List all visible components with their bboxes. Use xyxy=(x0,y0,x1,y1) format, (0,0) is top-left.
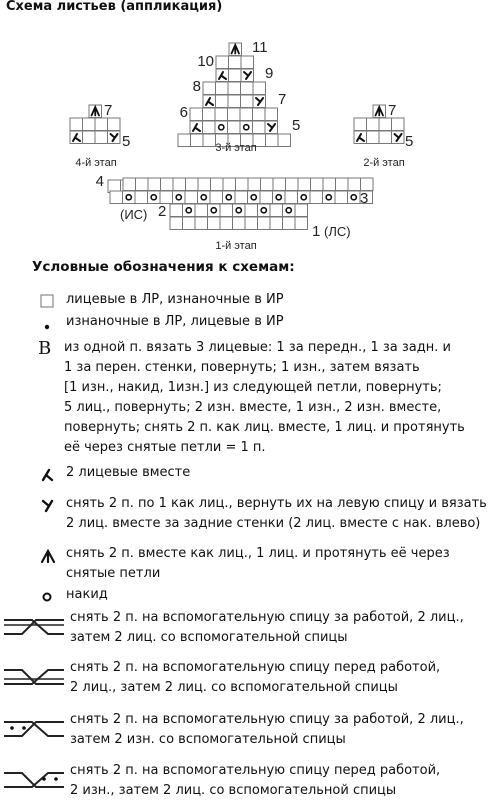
chart-cell xyxy=(245,217,258,230)
chart-label: 8 xyxy=(192,78,201,95)
chart-label: 4-й этап xyxy=(75,157,117,169)
chart-cell xyxy=(285,191,298,204)
chart-cell xyxy=(83,118,96,131)
chart-cell xyxy=(173,191,186,204)
chart-cell xyxy=(108,118,121,131)
chart-cell xyxy=(295,204,308,217)
chart-cell xyxy=(95,131,108,144)
chart-cell xyxy=(335,191,348,204)
chart-cell xyxy=(183,204,196,217)
chart-cell xyxy=(248,191,261,204)
chart-cell xyxy=(248,178,261,191)
chart-cell xyxy=(270,204,283,217)
cable-left-knit-icon xyxy=(2,666,66,688)
ssk-icon xyxy=(40,498,56,514)
chart-cell xyxy=(190,108,203,121)
chart-label: 4 xyxy=(95,173,104,190)
legend-text: 2 лицевые вместе xyxy=(66,465,191,480)
chart-cell xyxy=(323,178,336,191)
chart-cell xyxy=(215,108,228,121)
chart-cell xyxy=(233,217,246,230)
chart-cell xyxy=(241,95,254,108)
chart-cell xyxy=(392,118,405,131)
legend-text: снять 2 п. вместе как лиц., 1 лиц. и протянуть её через снятые петли xyxy=(66,546,450,581)
chart-cell xyxy=(223,191,236,204)
chart-cell xyxy=(236,178,249,191)
chart-cell xyxy=(235,191,248,204)
chart-cell xyxy=(148,191,161,204)
chart-cell xyxy=(191,134,204,147)
chart-cell xyxy=(229,69,242,82)
page-title: Схема листьев (аппликация) xyxy=(6,0,223,14)
chart-cell xyxy=(161,178,174,191)
chart-cell xyxy=(253,108,266,121)
chart-cell xyxy=(260,191,273,204)
chart-cell xyxy=(253,121,266,134)
chart-label: 11 xyxy=(252,39,268,56)
chart-cell xyxy=(228,108,241,121)
chart-cell xyxy=(123,178,136,191)
legend-text: изнаночные в ЛР, лицевые в ИР xyxy=(66,314,284,329)
chart-cell xyxy=(173,178,186,191)
chart-label: 5 xyxy=(122,133,131,150)
chart-cell xyxy=(283,217,296,230)
chart-cell xyxy=(336,178,349,191)
chart-label: 1-й этап xyxy=(215,240,257,252)
chart-cell xyxy=(354,118,367,131)
chart-label: (ИС) xyxy=(120,207,148,222)
chart-cell xyxy=(148,178,161,191)
legend-text: накид xyxy=(66,587,108,602)
chart-cell xyxy=(367,131,380,144)
chart-cell xyxy=(348,178,361,191)
chart-label: 3-й этап xyxy=(215,142,257,154)
chart-cell xyxy=(198,191,211,204)
yarn-over-icon xyxy=(40,589,56,605)
chart-label: 6 xyxy=(179,104,188,121)
chart-cell xyxy=(195,204,208,217)
chart-cell xyxy=(195,217,208,230)
chart-cell xyxy=(258,217,271,230)
chart-cell xyxy=(185,191,198,204)
letter-b-icon: B xyxy=(38,338,52,359)
chart-cell xyxy=(286,178,299,191)
chart-cell xyxy=(170,217,183,230)
legend-text: снять 2 п. на вспомогательную спицу за работой, 2 лиц., затем 2 изн. со вспомогательной спицы xyxy=(70,712,464,747)
chart-label: 7 xyxy=(278,91,287,108)
chart-cell xyxy=(273,191,286,204)
chart-cell xyxy=(298,191,311,204)
cable-right-purl-icon xyxy=(2,718,66,740)
chart-label: 3 xyxy=(360,190,369,207)
chart-cell xyxy=(183,217,196,230)
chart-cell xyxy=(228,95,241,108)
chart-label: 10 xyxy=(197,53,214,70)
chart-cell xyxy=(253,82,266,95)
chart-cell xyxy=(270,217,283,230)
chart-cell xyxy=(198,178,211,191)
chart-cell xyxy=(367,118,380,131)
chart-cell xyxy=(203,108,216,121)
chart-cell xyxy=(216,95,229,108)
chart-cell xyxy=(241,56,254,69)
chart-cell xyxy=(348,191,361,204)
chart-cell xyxy=(223,178,236,191)
chart-cell xyxy=(70,118,83,131)
chart-label: 9 xyxy=(265,65,274,82)
chart-cell xyxy=(258,204,271,217)
chart-cell xyxy=(216,82,229,95)
chart-label: 2-й этап xyxy=(363,157,405,169)
chart-cell xyxy=(273,178,286,191)
legend-text: снять 2 п. на вспомогательную спицу перед работой, 2 изн., затем 2 лиц. со вспомогательной спицы xyxy=(70,763,441,798)
chart-cell xyxy=(229,56,242,69)
empty-square-icon xyxy=(40,294,56,310)
chart-cell xyxy=(203,121,216,134)
chart-cell xyxy=(83,131,96,144)
chart-cell xyxy=(203,134,216,147)
legend-text: снять 2 п. по 1 как лиц., вернуть их на левую спицу и вязать 2 лиц. вместе за задние стенки (2 лиц. вместе с нак. влево) xyxy=(66,496,487,531)
chart-cell xyxy=(283,204,296,217)
chart-cell xyxy=(210,191,223,204)
chart-cell xyxy=(240,108,253,121)
central-double-decrease-icon xyxy=(40,548,56,564)
chart-cell xyxy=(379,131,392,144)
chart-cell xyxy=(261,178,274,191)
chart-cell xyxy=(170,204,183,217)
chart-cell xyxy=(178,134,191,147)
chart-label: 2 xyxy=(158,203,167,220)
chart-cell xyxy=(298,178,311,191)
chart-label: 7 xyxy=(104,102,113,119)
chart-cell xyxy=(233,204,246,217)
chart-cell xyxy=(208,217,221,230)
chart-cell xyxy=(95,118,108,131)
legend-text: из одной п. вязать 3 лицевые: 1 за передн., 1 за задн. и 1 за перен. стенки, повернуть; 1 изн., затем вязать [1 изн., накид, 1изн.] из следующей петли, повернуть; 5 лиц., повернуть; 2 изн. вместе, 1 изн., 2 изн. вместе, повернуть; снять 2 п. как лиц. вместе, 1 лиц. и протянуть её через снятые петли = 1 п. xyxy=(64,340,465,455)
chart-cell xyxy=(228,82,241,95)
chart-label: 5 xyxy=(292,117,301,134)
chart-label: 1 xyxy=(312,223,321,240)
legend-text: лицевые в ЛР, изнаночные в ИР xyxy=(66,292,284,307)
chart-cell xyxy=(311,178,324,191)
chart-cell xyxy=(240,121,253,134)
chart-cell xyxy=(186,178,199,191)
chart-cell xyxy=(220,204,233,217)
chart-label: 7 xyxy=(388,102,397,119)
chart-cell xyxy=(245,204,258,217)
chart-cell xyxy=(211,178,224,191)
chart-cell xyxy=(215,121,228,134)
chart-cell xyxy=(135,191,148,204)
legend-text: снять 2 п. на вспомогательную спицу перед работой, 2 лиц., затем 2 лиц. со вспомогательной спицы xyxy=(70,660,441,695)
chart-cell xyxy=(208,204,221,217)
chart-label: (ЛС) xyxy=(324,224,351,239)
chart-cell xyxy=(323,191,336,204)
cable-left-purl-icon xyxy=(2,769,66,791)
cable-right-knit-icon xyxy=(2,616,66,638)
chart-cell xyxy=(278,134,291,147)
chart-cell xyxy=(266,134,279,147)
chart-cell xyxy=(228,121,241,134)
chart-cell xyxy=(203,82,216,95)
chart-cell xyxy=(241,82,254,95)
knitting-chart xyxy=(0,30,501,265)
chart-cell xyxy=(110,191,123,204)
chart-cell xyxy=(265,108,278,121)
chart-cell xyxy=(310,191,323,204)
chart-label: 5 xyxy=(405,133,414,150)
chart-cell xyxy=(136,178,149,191)
chart-cell xyxy=(160,191,173,204)
chart-cell xyxy=(295,217,308,230)
k2tog-icon xyxy=(40,467,56,483)
chart-cell xyxy=(216,56,229,69)
chart-cell xyxy=(123,191,136,204)
chart-cell xyxy=(220,217,233,230)
legend-title: Условные обозначения к схемам: xyxy=(32,259,295,275)
chart-cell xyxy=(361,178,374,191)
legend-text: снять 2 п. на вспомогательную спицу за работой, 2 лиц., затем 2 лиц. со вспомогательной спицы xyxy=(70,610,464,645)
dot-icon xyxy=(40,316,56,332)
chart-cell xyxy=(379,118,392,131)
